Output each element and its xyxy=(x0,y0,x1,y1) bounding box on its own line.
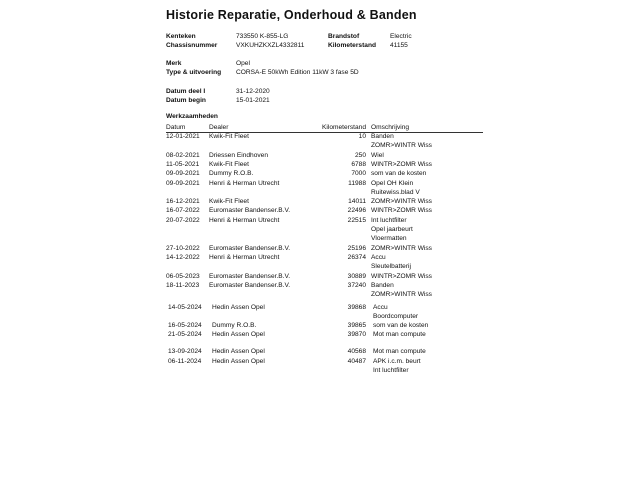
row-km: 30889 xyxy=(347,272,366,280)
datum-begin-value: 15-01-2021 xyxy=(236,97,270,104)
row-omschrijving: ZOMR>WINTR Wiss xyxy=(371,291,432,299)
row-datum: 16-12-2021 xyxy=(166,198,200,206)
kenteken-label: Kenteken xyxy=(166,33,196,40)
row-km: 26374 xyxy=(347,253,366,261)
row-omschrijving: Wiel xyxy=(371,151,384,159)
row-km: 25196 xyxy=(347,244,366,252)
brandstof-label: Brandstof xyxy=(328,33,360,40)
row-datum: 27-10-2022 xyxy=(166,244,200,252)
row-dealer: Kwik-Fit Fleet xyxy=(209,133,249,140)
row-omschrijving: Boordcomputer xyxy=(373,313,419,320)
row-km: 39865 xyxy=(347,322,366,329)
col-header-dealer: Dealer xyxy=(209,124,229,131)
row-omschrijving: ZOMR>WINTR Wiss xyxy=(371,198,432,206)
row-datum: 16-07-2022 xyxy=(166,207,200,215)
row-omschrijving: Sleutelbatterij xyxy=(371,263,411,271)
row-datum: 06-11-2024 xyxy=(168,358,202,365)
row-datum: 11-05-2021 xyxy=(166,160,200,168)
row-km: 39868 xyxy=(347,304,366,311)
row-dealer: Henri & Herman Utrecht xyxy=(209,216,280,224)
row-omschrijving: Accu xyxy=(373,304,388,311)
row-dealer: Dummy R.O.B. xyxy=(212,322,257,329)
row-dealer: Euromaster Bandenser.B.V. xyxy=(209,281,291,289)
row-omschrijving: ZOMR>WINTR Wiss xyxy=(371,142,432,150)
row-datum: 06-05-2023 xyxy=(166,272,200,280)
row-km: 22515 xyxy=(347,216,366,224)
row-omschrijving: Opel jaarbeurt xyxy=(371,226,413,233)
row-omschrijving: ZOMR>WINTR Wiss xyxy=(371,244,432,252)
chassis-label: Chassisnummer xyxy=(166,42,218,49)
row-km: 10 xyxy=(358,133,366,140)
row-dealer: Kwik-Fit Fleet xyxy=(209,160,249,168)
type-value: CORSA-E 50kWh Edition 11kW 3 fase 5D xyxy=(236,69,359,76)
row-dealer: Euromaster Bandenser.B.V. xyxy=(209,244,291,252)
row-omschrijving: Banden xyxy=(371,133,394,140)
row-dealer: Henri & Herman Utrecht xyxy=(209,179,280,187)
row-omschrijving: som van de kosten xyxy=(371,170,427,178)
row-dealer: Henri & Herman Utrecht xyxy=(209,253,280,261)
row-omschrijving: APK i.c.m. beurt xyxy=(373,358,421,365)
row-datum: 09-09-2021 xyxy=(166,170,200,178)
row-km: 11988 xyxy=(348,179,366,187)
row-dealer: Dummy R.O.B. xyxy=(209,170,254,178)
row-dealer: Euromaster Bandenser.B.V. xyxy=(209,272,291,280)
merk-value: Opel xyxy=(236,60,250,67)
row-km: 250 xyxy=(354,151,366,159)
row-omschrijving: WINTR>ZOMR Wiss xyxy=(371,272,432,280)
row-omschrijving: WINTR>ZOMR Wiss xyxy=(371,160,432,168)
row-datum: 16-05-2024 xyxy=(168,322,202,329)
row-omschrijving: som van de kosten xyxy=(373,322,429,329)
row-datum: 14-05-2024 xyxy=(168,304,202,311)
row-omschrijving: Int luchtfilter xyxy=(371,216,407,224)
row-dealer: Hedin Assen Opel xyxy=(212,331,265,338)
row-omschrijving: Opel OH Klein xyxy=(371,179,414,187)
page-title: Historie Reparatie, Onderhoud & Banden xyxy=(166,8,417,22)
km-value: 41155 xyxy=(390,42,408,49)
row-km: 6788 xyxy=(351,160,366,168)
datum-begin-label: Datum begin xyxy=(166,97,206,104)
row-omschrijving: Accu xyxy=(371,253,386,261)
row-datum: 12-01-2021 xyxy=(166,133,200,140)
row-datum: 14-12-2022 xyxy=(166,253,200,261)
row-km: 14011 xyxy=(348,198,366,206)
merk-label: Merk xyxy=(166,60,182,67)
kenteken-value: 733550 K-855-LG xyxy=(236,33,289,40)
col-header-datum: Datum xyxy=(166,124,186,131)
col-header-omschrijving: Omschrijving xyxy=(371,124,410,131)
section-heading: Werkzaamheden xyxy=(166,113,218,120)
row-omschrijving: Ruitewiss.blad V xyxy=(371,188,420,196)
col-header-km: Kilometerstand xyxy=(322,124,366,131)
row-omschrijving: WINTR>ZOMR Wiss xyxy=(371,207,432,215)
row-dealer: Kwik-Fit Fleet xyxy=(209,198,249,206)
row-dealer: Hedin Assen Opel xyxy=(212,304,265,311)
row-datum: 20-07-2022 xyxy=(166,216,200,224)
brandstof-value: Electric xyxy=(390,33,412,40)
row-datum: 18-11-2023 xyxy=(166,281,200,289)
row-omschrijving: Banden xyxy=(371,281,394,289)
row-omschrijving: Mot man compute xyxy=(373,348,426,355)
row-km: 37240 xyxy=(347,281,366,289)
row-omschrijving: Mot man compute xyxy=(373,331,426,338)
datum-deel1-value: 31-12-2020 xyxy=(236,88,270,95)
row-km: 40568 xyxy=(347,348,366,355)
row-dealer: Hedin Assen Opel xyxy=(212,358,265,365)
km-label: Kilometerstand xyxy=(328,42,376,49)
chassis-value: VXKUHZKXZL4332811 xyxy=(236,42,305,49)
row-dealer: Hedin Assen Opel xyxy=(212,348,265,355)
row-datum: 09-09-2021 xyxy=(166,179,200,187)
row-datum: 21-05-2024 xyxy=(168,331,202,338)
row-datum: 13-09-2024 xyxy=(168,348,202,355)
datum-deel1-label: Datum deel I xyxy=(166,88,206,95)
row-dealer: Driessen Eindhoven xyxy=(209,151,269,159)
row-omschrijving: Vloermatten xyxy=(371,235,407,243)
row-km: 39870 xyxy=(347,331,366,338)
type-label: Type & uitvoering xyxy=(166,69,222,76)
row-omschrijving: Int luchtfilter xyxy=(373,367,409,374)
row-dealer: Euromaster Bandenser.B.V. xyxy=(209,207,291,215)
row-km: 7000 xyxy=(351,170,366,178)
row-datum: 08-02-2021 xyxy=(166,151,200,159)
row-km: 40487 xyxy=(347,358,366,365)
row-km: 22496 xyxy=(347,207,366,215)
